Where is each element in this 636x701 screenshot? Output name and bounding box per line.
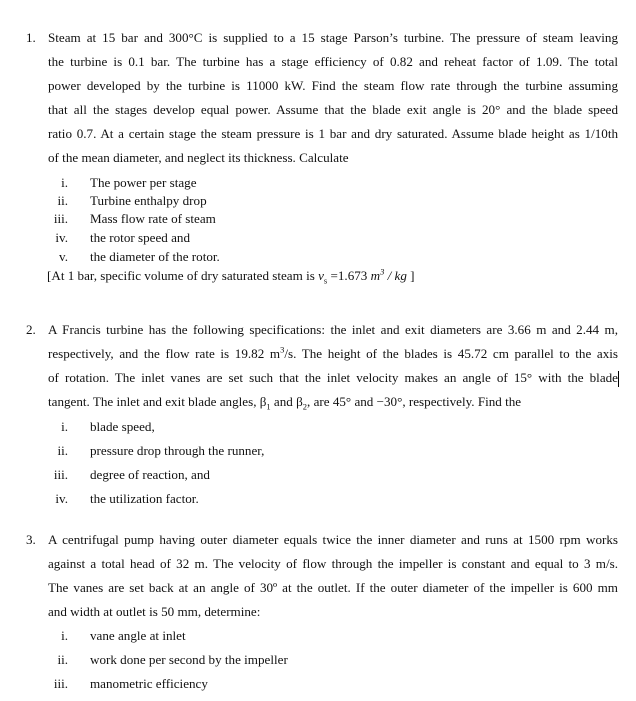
item-number: i. — [61, 419, 68, 434]
item-text: the utilization factor. — [90, 491, 199, 506]
item-text: the rotor speed and — [90, 230, 190, 245]
item-text: the diameter of the rotor. — [90, 249, 220, 264]
item-text: blade speed, — [90, 419, 155, 434]
subscript: 1 — [266, 401, 271, 412]
text-line: the turbine is 0.1 bar. The turbine has a stage efficiency of 0.82 and reheat factor of 1.09. The total — [48, 54, 618, 69]
text-line — [48, 394, 521, 410]
item-number: iii. — [53, 676, 68, 691]
text-line: ratio 0.7. At a certain stage the steam pressure is 1 bar and dry saturated. Assume blade height as 1/10th — [48, 126, 618, 141]
item-text: vane angle at inlet — [90, 628, 186, 643]
text-line: of the mean diameter, and neglect its thickness. Calculate — [48, 150, 349, 165]
text-line: power developed by the turbine is 11000 kW. Find the steam flow rate through the turbine assuming — [48, 78, 618, 93]
text-segment: /s. The height of the blades is 45.72 cm parallel to the axis — [284, 346, 618, 361]
superscript: 3 — [280, 344, 285, 355]
text-line: that all the stages develop equal power. Assume that the blade exit angle is 20° and the blade speed — [48, 102, 618, 117]
item-number: ii. — [57, 443, 68, 458]
text-line: against a total head of 32 m. The velocity of flow through the impeller is constant and equal to 3 m/s. — [48, 556, 618, 571]
item-number: iii. — [53, 211, 68, 226]
note-unit-m: m — [370, 268, 381, 283]
text-line: A Francis turbine has the following specifications: the inlet and exit diameters are 3.66 m and 2.44 m, — [48, 322, 618, 337]
text-cursor — [618, 371, 619, 387]
item-text: manometric efficiency — [90, 676, 208, 691]
text-segment: , are 45° and −30°, respectively. Find the — [307, 394, 522, 409]
text-segment: tangent. The inlet and exit blade angles, β — [48, 394, 267, 409]
note-line — [47, 268, 415, 284]
item-text: Mass flow rate of steam — [90, 211, 216, 226]
question-number: 3. — [26, 532, 36, 547]
item-text: pressure drop through the runner, — [90, 443, 265, 458]
item-number: iii. — [53, 467, 68, 482]
note-variable: v — [318, 268, 324, 283]
item-text: Turbine enthalpy drop — [90, 193, 207, 208]
item-number: i. — [61, 175, 68, 190]
item-number: ii. — [57, 193, 68, 208]
note-prefix: [At 1 bar, specific volume of dry saturated steam is — [47, 268, 319, 283]
item-text: The power per stage — [90, 175, 197, 190]
item-number: i. — [61, 628, 68, 643]
item-text: work done per second by the impeller — [90, 652, 288, 667]
item-number: iv. — [55, 230, 68, 245]
question-number: 2. — [26, 322, 36, 337]
note-unit — [371, 268, 407, 283]
item-number: v. — [59, 249, 68, 264]
note-unit-exponent: 3 — [380, 266, 385, 277]
text-line: Steam at 15 bar and 300°C is supplied to a 15 stage Parson’s turbine. The pressure of steam leaving — [48, 30, 618, 45]
note-unit-rest: / kg — [384, 268, 407, 283]
text-line — [48, 346, 618, 362]
text-line: of rotation. The inlet vanes are set such that the inlet velocity makes an angle of 15° with the blade — [48, 370, 618, 385]
text-line: The vanes are set back at an angle of 30º at the outlet. If the outer diameter of the impeller is 600 mm — [48, 580, 618, 595]
item-number: iv. — [55, 491, 68, 506]
note-value: =1.673 — [327, 268, 371, 283]
text-line: and width at outlet is 50 mm, determine: — [48, 604, 261, 619]
item-text: degree of reaction, and — [90, 467, 210, 482]
note-close: ] — [406, 268, 415, 283]
question-number: 1. — [26, 30, 36, 45]
item-number: ii. — [57, 652, 68, 667]
text-line: A centrifugal pump having outer diameter equals twice the inner diameter and runs at 1500 rpm works — [48, 532, 618, 547]
subscript: 2 — [302, 401, 308, 412]
text-segment: respectively, and the flow rate is 19.82 m — [48, 346, 281, 361]
text-segment: and β — [270, 394, 303, 409]
note-subscript: s — [323, 275, 328, 286]
